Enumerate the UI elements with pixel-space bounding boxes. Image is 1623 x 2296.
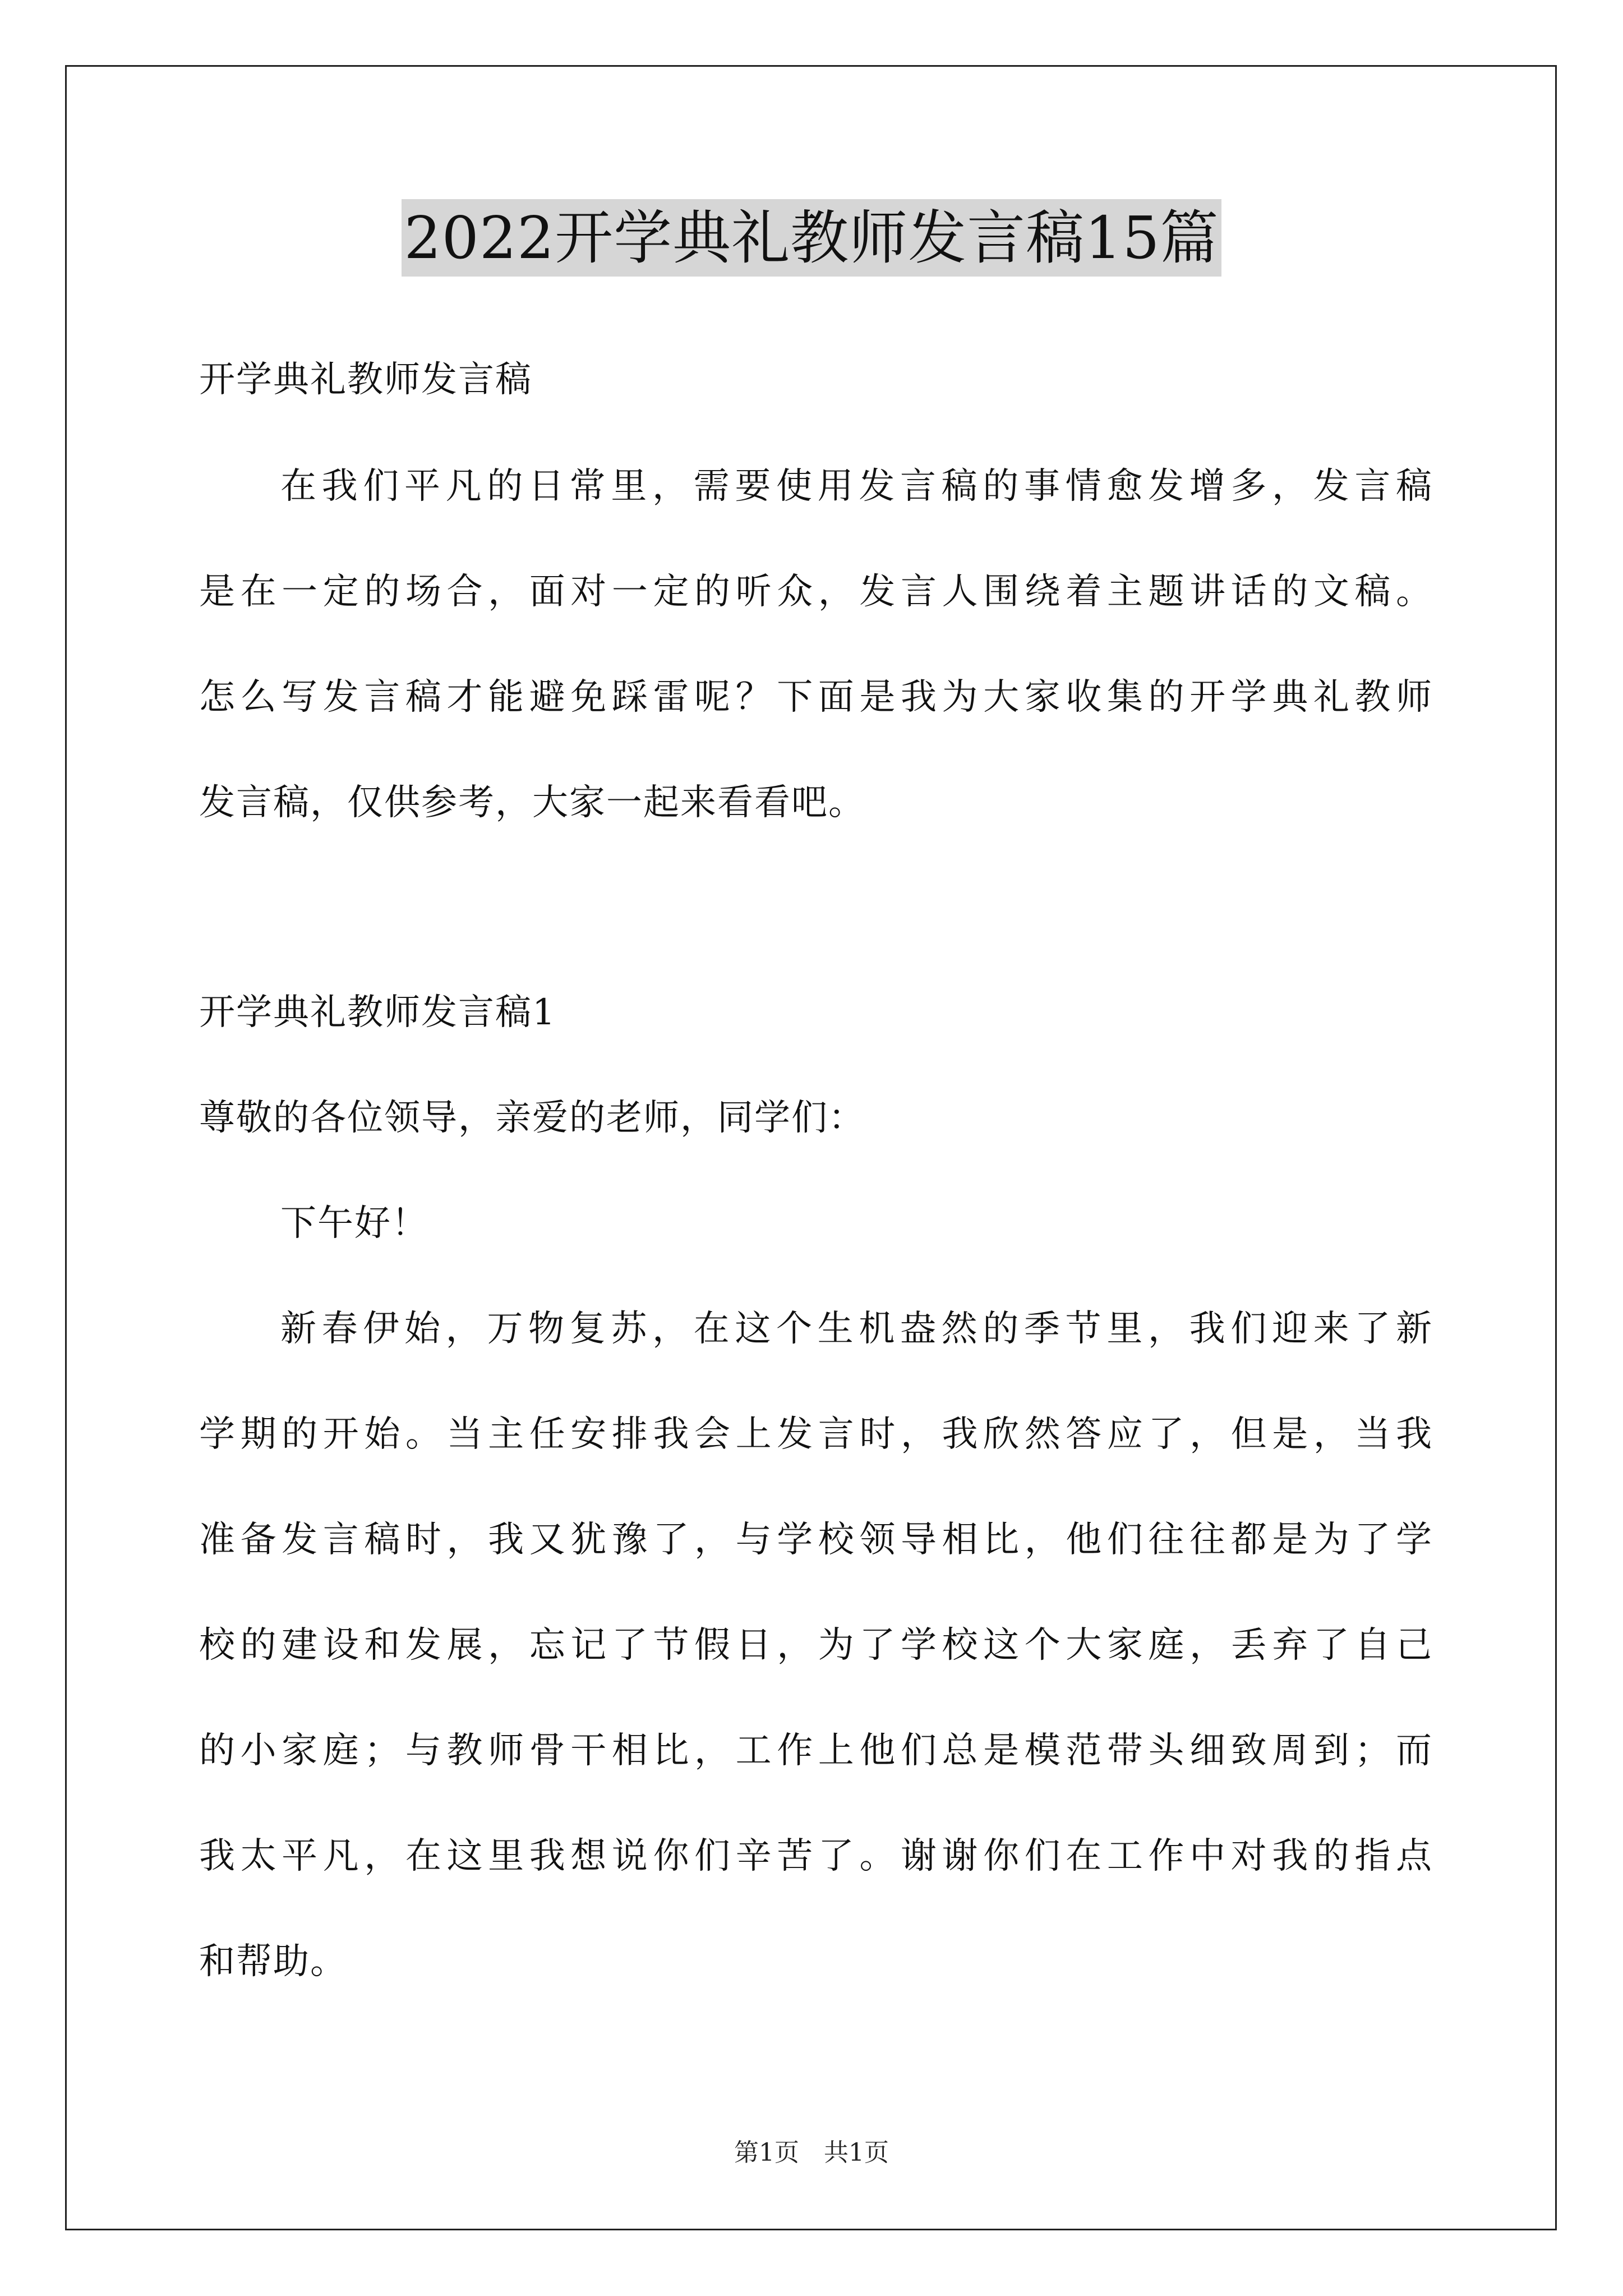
body-line-7: 和帮助。 [199,1941,347,1982]
body-line-3: 准备发言稿时，我又犹豫了，与学校领导相比，他们往往都是为了学 [199,1519,1433,1561]
intro-line-4: 发言稿，仅供参考，大家一起来看看吧。 [199,782,865,823]
heading: 开学典礼教师发言稿 [199,359,532,401]
body-line-6: 我太平凡，在这里我想说你们辛苦了。谢谢你们在工作中对我的指点 [199,1835,1433,1877]
title-container [0,199,1623,277]
section-title: 开学典礼教师发言稿1 [199,992,556,1033]
body-line-4: 校的建设和发展，忘记了节假日，为了学校这个大家庭，丢弃了自己 [199,1625,1433,1666]
page-footer: 第1页 共1页 [734,2138,889,2167]
intro-line-1: 在我们平凡的日常里，需要使用发言稿的事情愈发增多，发言稿 [280,466,1433,507]
intro-line-3: 怎么写发言稿才能避免踩雷呢？下面是我为大家收集的开学典礼教师 [199,677,1433,718]
body-line-5: 的小家庭；与教师骨干相比，工作上他们总是模范带头细致周到；而 [199,1730,1433,1772]
salutation: 尊敬的各位领导，亲爱的老师，同学们： [199,1097,865,1139]
greeting: 下午好！ [280,1203,428,1244]
document-title: 2022开学典礼教师发言稿15篇 [402,199,1221,277]
body-line-1: 新春伊始，万物复苏，在这个生机盎然的季节里，我们迎来了新 [280,1308,1433,1350]
body-line-2: 学期的开始。当主任安排我会上发言时，我欣然答应了，但是，当我 [199,1414,1433,1455]
intro-line-2: 是在一定的场合，面对一定的听众，发言人围绕着主题讲话的文稿。 [199,571,1433,613]
